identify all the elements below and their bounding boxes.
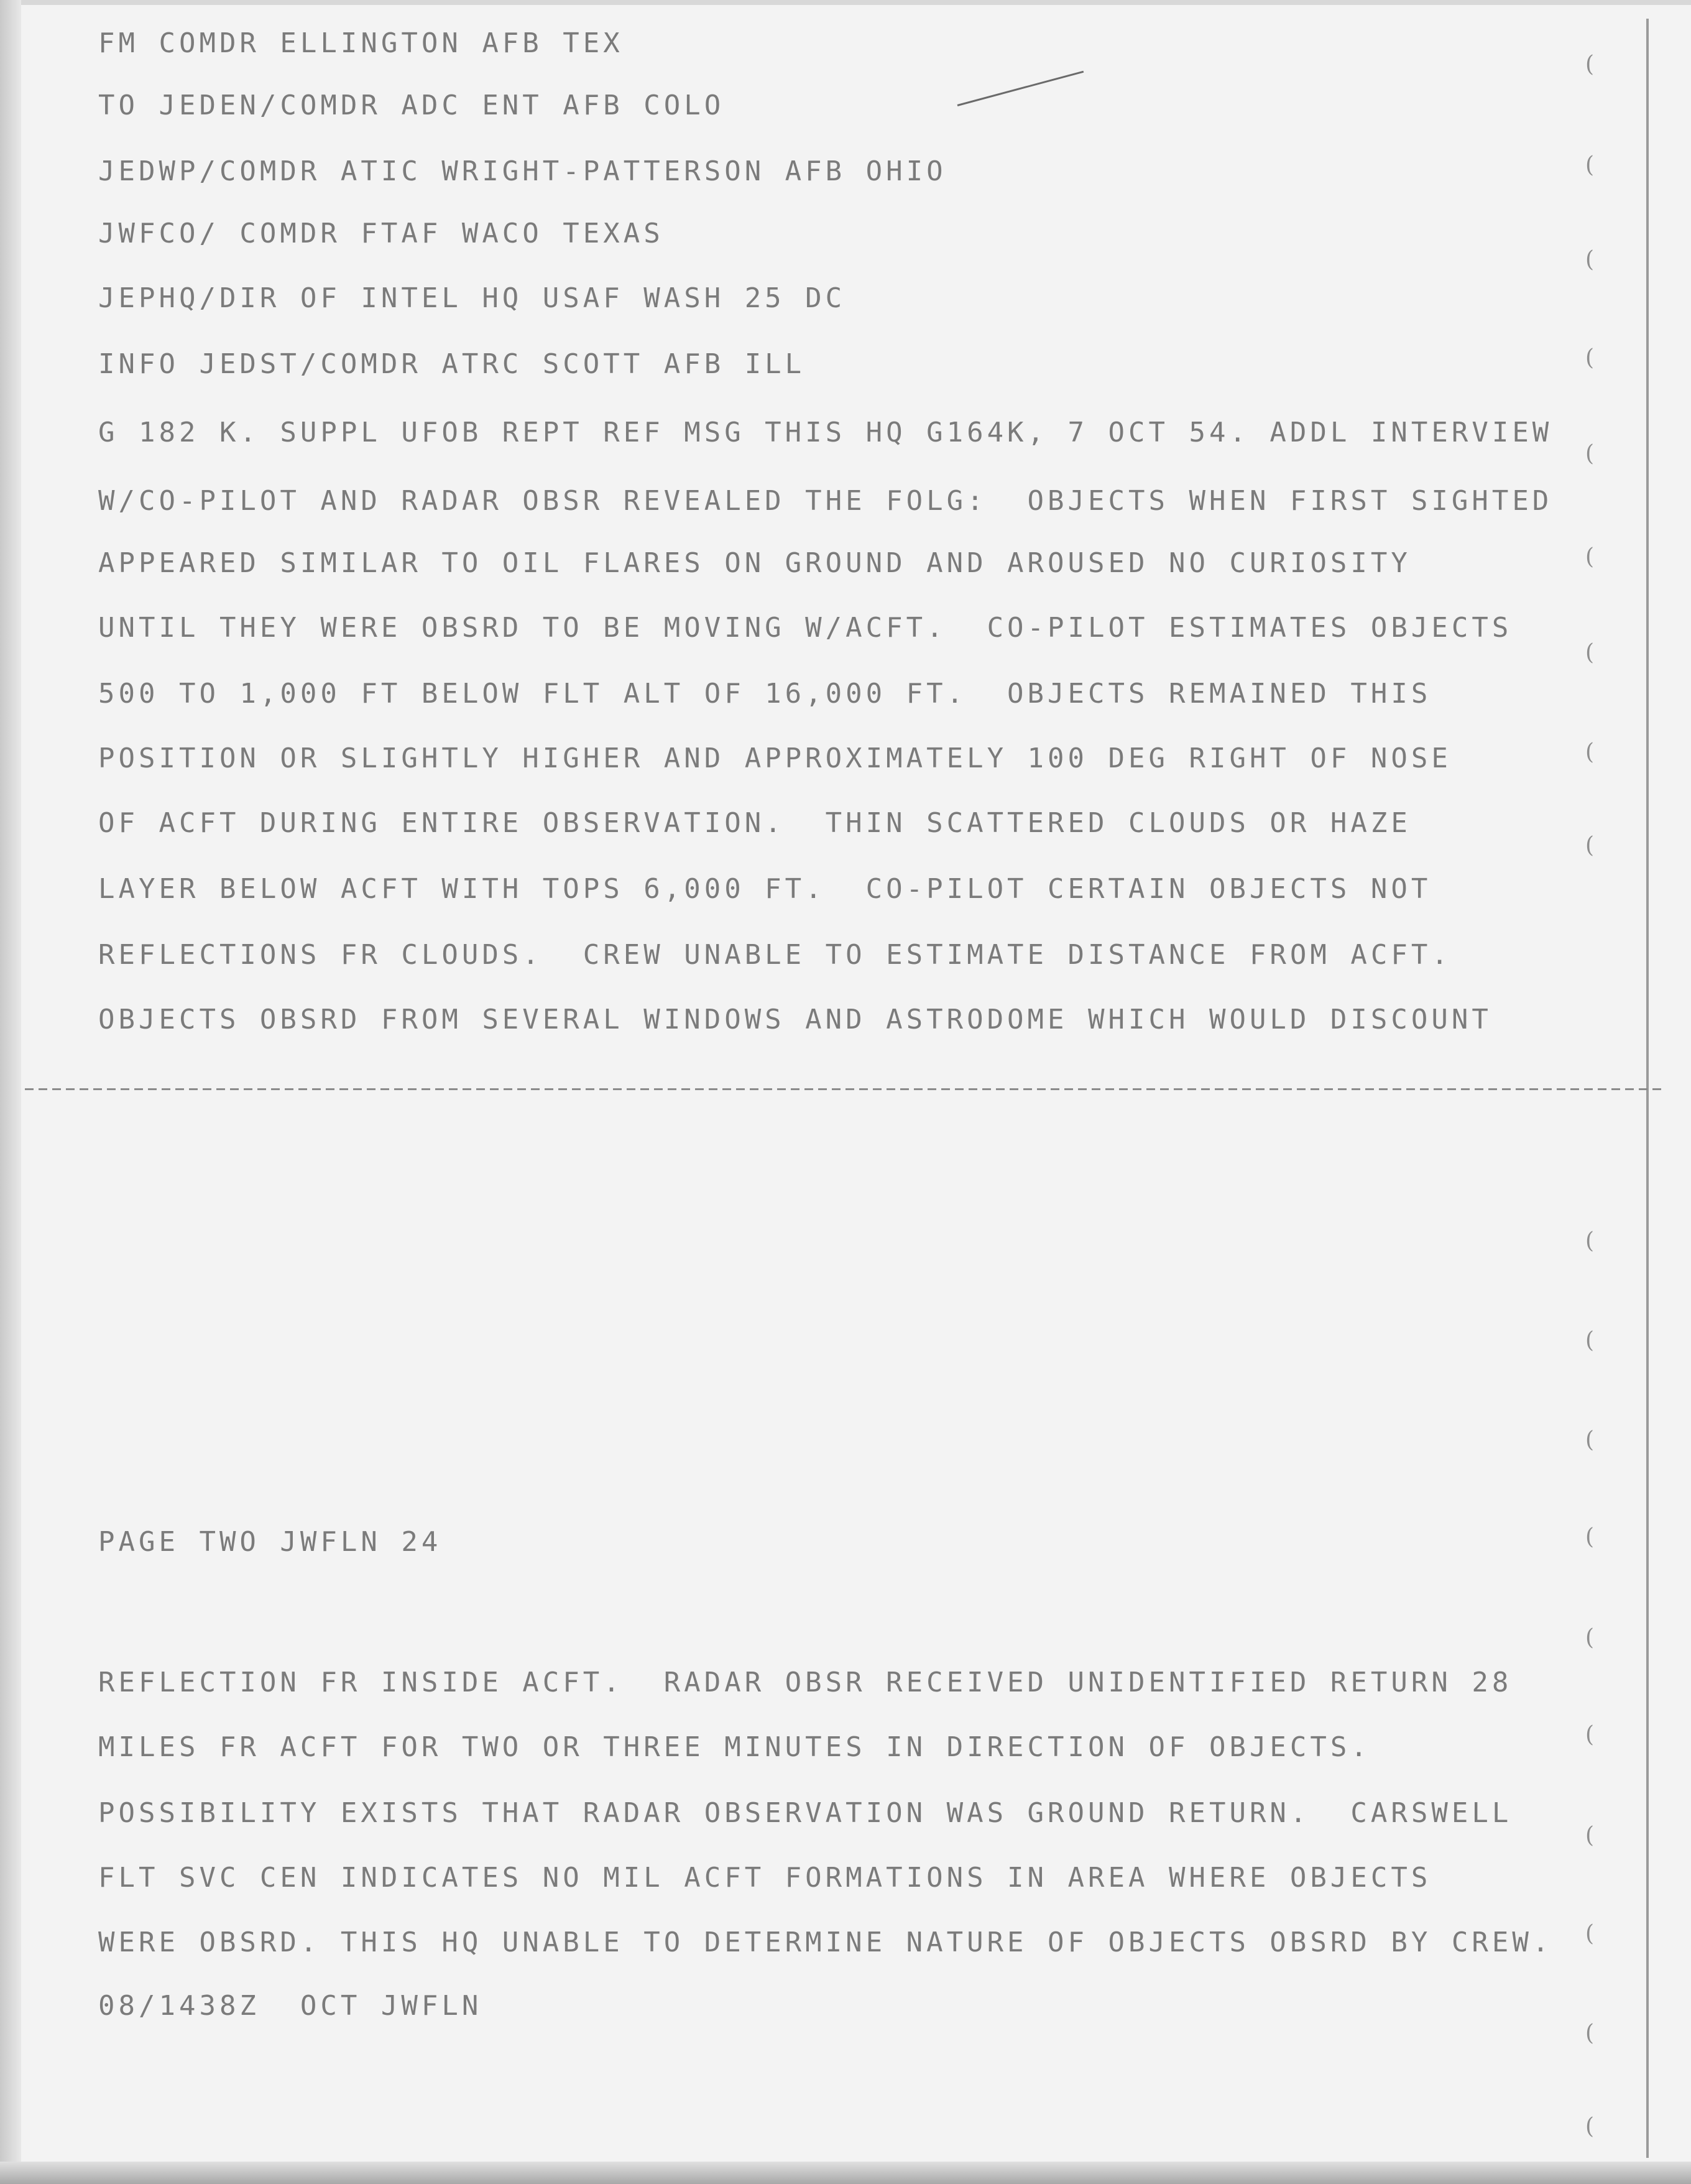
margin-mark: ( <box>1585 2114 1595 2139</box>
margin-mark: ( <box>1585 640 1595 665</box>
body-line: REFLECTIONS FR CLOUDS. CREW UNABLE TO ESTIMATE DISTANCE FROM ACFT. <box>98 939 1452 971</box>
body-line: MILES FR ACFT FOR TWO OR THREE MINUTES IN DIRECTION OF OBJECTS. <box>98 1731 1371 1763</box>
body-line: LAYER BELOW ACFT WITH TOPS 6,000 FT. CO-PILOT CERTAIN OBJECTS NOT <box>98 873 1432 905</box>
date-time-group: 08/1438Z OCT JWFLN <box>98 1990 482 2022</box>
margin-mark: ( <box>1585 544 1595 570</box>
margin-mark: ( <box>1585 1524 1595 1550</box>
margin-mark: ( <box>1585 739 1595 765</box>
body-line: UNTIL THEY WERE OBSRD TO BE MOVING W/ACFT. CO-PILOT ESTIMATES OBJECTS <box>98 612 1513 644</box>
bottom-edge <box>0 2162 1691 2184</box>
margin-mark: ( <box>1585 345 1595 371</box>
margin-mark: ( <box>1585 1427 1595 1453</box>
pen-mark <box>957 71 1084 106</box>
margin-mark: ( <box>1585 1722 1595 1747</box>
body-line: 500 TO 1,000 FT BELOW FLT ALT OF 16,000 FT. OBJECTS REMAINED THIS <box>98 678 1432 710</box>
margin-mark: ( <box>1585 1328 1595 1353</box>
header-line: FM COMDR ELLINGTON AFB TEX <box>98 27 624 59</box>
body-line: W/CO-PILOT AND RADAR OBSR REVEALED THE FOLG: OBJECTS WHEN FIRST SIGHTED <box>98 485 1553 517</box>
header-line: INFO JEDST/COMDR ATRC SCOTT AFB ILL <box>98 348 806 380</box>
body-line: REFLECTION FR INSIDE ACFT. RADAR OBSR RECEIVED UNIDENTIFIED RETURN 28 <box>98 1667 1513 1698</box>
page-two-header: PAGE TWO JWFLN 24 <box>98 1526 442 1558</box>
body-line: OBJECTS OBSRD FROM SEVERAL WINDOWS AND ASTRODOME WHICH WOULD DISCOUNT <box>98 1004 1492 1035</box>
perforation-line <box>25 1088 1666 1090</box>
body-line: G 182 K. SUPPL UFOB REPT REF MSG THIS HQ G164K, 7 OCT 54. ADDL INTERVIEW <box>98 417 1553 448</box>
body-line: FLT SVC CEN INDICATES NO MIL ACFT FORMATIONS IN AREA WHERE OBJECTS <box>98 1862 1432 1894</box>
margin-mark: ( <box>1585 441 1595 466</box>
margin-mark: ( <box>1585 1228 1595 1254</box>
body-line: OF ACFT DURING ENTIRE OBSERVATION. THIN SCATTERED CLOUDS OR HAZE <box>98 807 1411 839</box>
body-line: POSSIBILITY EXISTS THAT RADAR OBSERVATION WAS GROUND RETURN. CARSWELL <box>98 1797 1513 1829</box>
body-line: WERE OBSRD. THIS HQ UNABLE TO DETERMINE NATURE OF OBJECTS OBSRD BY CREW. <box>98 1927 1553 1958</box>
body-line: APPEARED SIMILAR TO OIL FLARES ON GROUND AND AROUSED NO CURIOSITY <box>98 547 1411 579</box>
body-line: POSITION OR SLIGHTLY HIGHER AND APPROXIMATELY 100 DEG RIGHT OF NOSE <box>98 743 1452 774</box>
margin-mark: ( <box>1585 1921 1595 1946</box>
margin-mark: ( <box>1585 2020 1595 2046</box>
header-line: JEPHQ/DIR OF INTEL HQ USAF WASH 25 DC <box>98 282 846 314</box>
header-line: JWFCO/ COMDR FTAF WACO TEXAS <box>98 218 664 249</box>
margin-mark: ( <box>1585 152 1595 178</box>
margin-mark: ( <box>1585 52 1595 77</box>
header-line: TO JEDEN/COMDR ADC ENT AFB COLO <box>98 90 725 121</box>
margin-mark: ( <box>1585 833 1595 858</box>
top-edge <box>0 0 1691 5</box>
left-edge-shadow <box>0 0 21 2184</box>
margin-mark: ( <box>1585 247 1595 272</box>
header-line: JEDWP/COMDR ATIC WRIGHT-PATTERSON AFB OHIO <box>98 155 947 187</box>
margin-mark: ( <box>1585 1625 1595 1650</box>
margin-mark: ( <box>1585 1823 1595 1848</box>
